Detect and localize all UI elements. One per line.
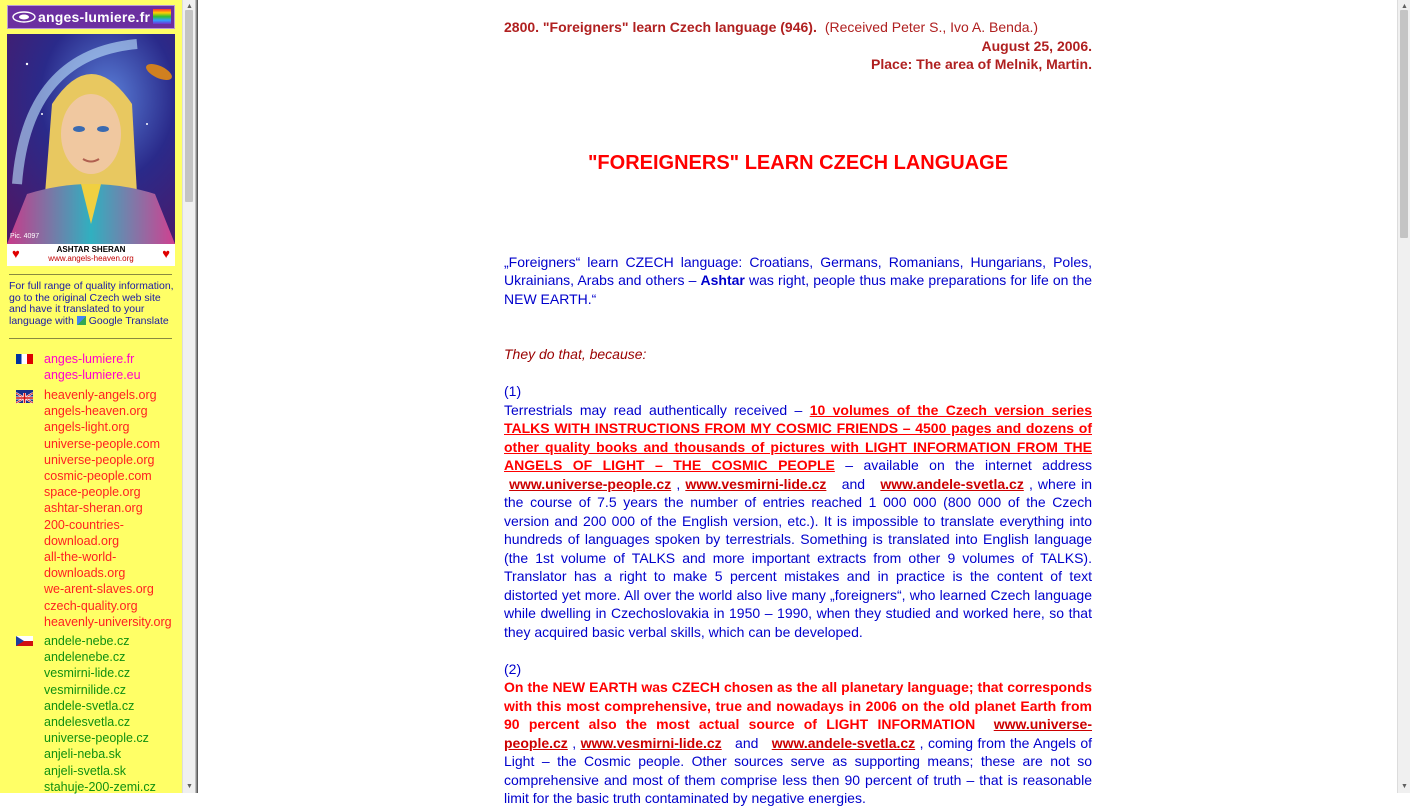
message-title: 2800. "Foreigners" learn Czech language (946). — [504, 19, 817, 35]
because-line: They do that, because: — [504, 346, 647, 362]
english-site-link[interactable]: downloads.org — [44, 566, 126, 581]
article-content — [504, 18, 1092, 808]
point-1-text-2: – available on the internet address — [845, 457, 1092, 473]
sidebar-frame — [0, 0, 182, 793]
uk-flag-icon — [16, 390, 33, 400]
point-2-emphasis: On the NEW EARTH was CZECH chosen as the all planetary language; that corresponds with this most comprehensive, true and nowadays in 2006 on the old planet Earth from 90 percent also the most actual source of LIGHT INFORMATION — [504, 679, 1092, 732]
picture-number: Pic. 4097 — [10, 233, 40, 240]
uk-flag-graphic — [16, 393, 33, 403]
english-site-link[interactable]: all-the-world- — [44, 550, 117, 565]
vesmirni-lide-link[interactable]: www.vesmirni-lide.cz — [685, 475, 827, 492]
french-flag-icon — [16, 354, 33, 364]
english-site-link[interactable]: 200-countries- — [44, 517, 124, 532]
portrait-caption-site[interactable]: www.angels-heaven.org — [48, 254, 134, 263]
page-scroll-thumb[interactable] — [1400, 10, 1408, 238]
czech-site-link[interactable]: andele-svetla.cz — [44, 698, 135, 713]
divider — [9, 338, 172, 339]
point-1-number: (1) — [504, 383, 522, 399]
spiral-galaxy-icon — [11, 9, 37, 25]
english-site-link[interactable]: we-arent-slaves.org — [44, 582, 154, 597]
translate-info-text — [9, 281, 181, 327]
english-site-link[interactable]: ashtar-sheran.org — [44, 501, 143, 516]
english-site-link[interactable]: heavenly-angels.org — [44, 388, 157, 402]
czech-flag-icon — [16, 636, 33, 646]
english-site-link[interactable]: angels-light.org — [44, 420, 130, 435]
czech-site-link[interactable]: vesmirnilide.cz — [44, 682, 126, 697]
french-link-list — [44, 351, 141, 383]
rainbow-icon — [153, 9, 171, 24]
french-site-link[interactable]: anges-lumiere.eu — [44, 368, 141, 383]
english-site-link[interactable]: download.org — [44, 533, 120, 548]
comma: , — [572, 734, 577, 751]
czech-site-link[interactable]: universe-people.cz — [44, 731, 149, 746]
article-frame — [198, 0, 1397, 806]
czech-site-link[interactable]: stahuje-200-zemi.cz — [44, 779, 156, 794]
and-word: and — [735, 734, 759, 751]
message-header — [504, 18, 1092, 37]
scroll-down-arrow-icon[interactable]: ▼ — [1401, 783, 1408, 790]
message-place: Place: The area of Melnik, Martin. — [871, 56, 1092, 72]
portrait-image — [7, 34, 175, 244]
logo-text: anges-lumiere.fr — [38, 9, 151, 25]
english-site-link[interactable]: heavenly-university.org — [44, 614, 172, 629]
czech-site-link[interactable]: andelenebe.cz — [44, 650, 126, 665]
google-translate-icon — [77, 316, 86, 325]
sidebar-scroll-thumb[interactable] — [185, 10, 193, 202]
page-scrollbar[interactable] — [1397, 0, 1410, 793]
and-word: and — [841, 475, 866, 492]
point-2-number: (2) — [504, 660, 522, 677]
comma: , — [676, 475, 681, 492]
portrait-caption-name: ASHTAR SHERAN — [56, 245, 126, 254]
english-link-list — [44, 387, 172, 630]
vesmirni-lide-link[interactable]: www.vesmirni-lide.cz — [580, 734, 722, 751]
ashtar-name: Ashtar — [700, 272, 745, 288]
google-translate-link[interactable]: Google Translate — [88, 314, 169, 327]
czech-site-link[interactable]: andelesvetla.cz — [44, 715, 131, 730]
divider — [9, 274, 172, 275]
site-logo-banner[interactable] — [7, 5, 175, 29]
ashtar-sheran-portrait[interactable] — [7, 34, 175, 266]
universe-people-link[interactable]: www.universe-people.cz — [509, 475, 672, 492]
universe-people-link[interactable]: www.universe-people.cz — [504, 716, 1093, 751]
english-site-link[interactable]: universe-people.com — [44, 436, 161, 451]
czech-site-link[interactable]: vesmirni-lide.cz — [44, 666, 131, 681]
english-site-link[interactable]: cosmic-people.com — [44, 469, 152, 484]
point-1-text: Terrestrials may read authentically received – — [504, 401, 803, 418]
andele-svetla-link[interactable]: www.andele-svetla.cz — [880, 475, 1024, 492]
message-date: August 25, 2006. — [981, 37, 1092, 54]
heart-icon: ♥ — [162, 246, 170, 261]
point-2-paragraph — [504, 678, 1092, 808]
sidebar-scrollbar[interactable] — [182, 0, 195, 793]
english-site-link[interactable]: universe-people.org — [44, 452, 155, 467]
article-title: "FOREIGNERS" LEARN CZECH LANGUAGE — [587, 151, 1009, 174]
czech-site-link[interactable]: anjeli-neba.sk — [44, 747, 122, 762]
point-2-text: , coming from the Angels of Light – the Cosmic people. Other sources serve as supporting means; these are not so comprehensive and most of them comprise less then 90 percent of truth – that is reasonable limit for the basic truth contaminated by negative energies. — [504, 734, 1093, 806]
talks-volumes-link[interactable]: 10 volumes of the Czech version series TALKS WITH INSTRUCTIONS FROM MY COSMIC FRIENDS – 4500 pages and dozens of other quality books and thousands of pictures with LIGHT INFORMATION FROM THE ANGELS OF LIGHT – THE COSMIC PEOPLE — [504, 401, 1093, 473]
english-site-link[interactable]: angels-heaven.org — [44, 404, 148, 419]
czech-site-link[interactable]: andele-nebe.cz — [44, 634, 130, 648]
scroll-up-arrow-icon[interactable]: ▲ — [186, 3, 193, 10]
point-1-paragraph — [504, 401, 1092, 642]
andele-svetla-link[interactable]: www.andele-svetla.cz — [771, 734, 916, 751]
info-text: For full range of quality information, go to the original Czech web site and have it translated to your language with — [9, 280, 174, 327]
scroll-up-arrow-icon[interactable]: ▲ — [1401, 3, 1408, 10]
heart-icon: ♥ — [12, 246, 20, 261]
english-site-link[interactable]: czech-quality.org — [44, 598, 138, 613]
czech-link-list — [44, 633, 156, 795]
scroll-down-arrow-icon[interactable]: ▼ — [186, 783, 193, 790]
intro-text-end: was right, people thus make preparations for life on the NEW EARTH.“ — [504, 272, 1093, 307]
intro-paragraph — [504, 253, 1092, 309]
received-by: (Received Peter S., Ivo A. Benda.) — [824, 19, 1039, 35]
point-1-text-3: , where in the course of 7.5 years the number of entries reached 1 000 000 (800 000 of the Czech version and 200 000 of the English version, etc.). It is impossible to translate everything into hundreds of languages spoken by terrestrials. Something is translated into English language (the 1st volume of TALKS and more important extracts from other 9 volumes of TALKS). Translator has a right to make 5 percent mistakes and in practice is the content of text distorted yet more. All over the world also live many „foreigners“, who learned Czech language while dwelling in Czechoslovakia in 1950 – 1990, when they studied and worked here, so that they acquired basic verbal skills, which can be developed. — [504, 475, 1093, 640]
intro-text: „Foreigners“ learn CZECH language: Croatians, Germans, Romanians, Hungarians, Poles, Ukrainians, Arabs and others – — [504, 253, 1092, 288]
english-site-link[interactable]: space-people.org — [44, 485, 141, 500]
czech-site-link[interactable]: anjeli-svetla.sk — [44, 763, 126, 778]
french-site-link[interactable]: anges-lumiere.fr — [44, 352, 135, 366]
